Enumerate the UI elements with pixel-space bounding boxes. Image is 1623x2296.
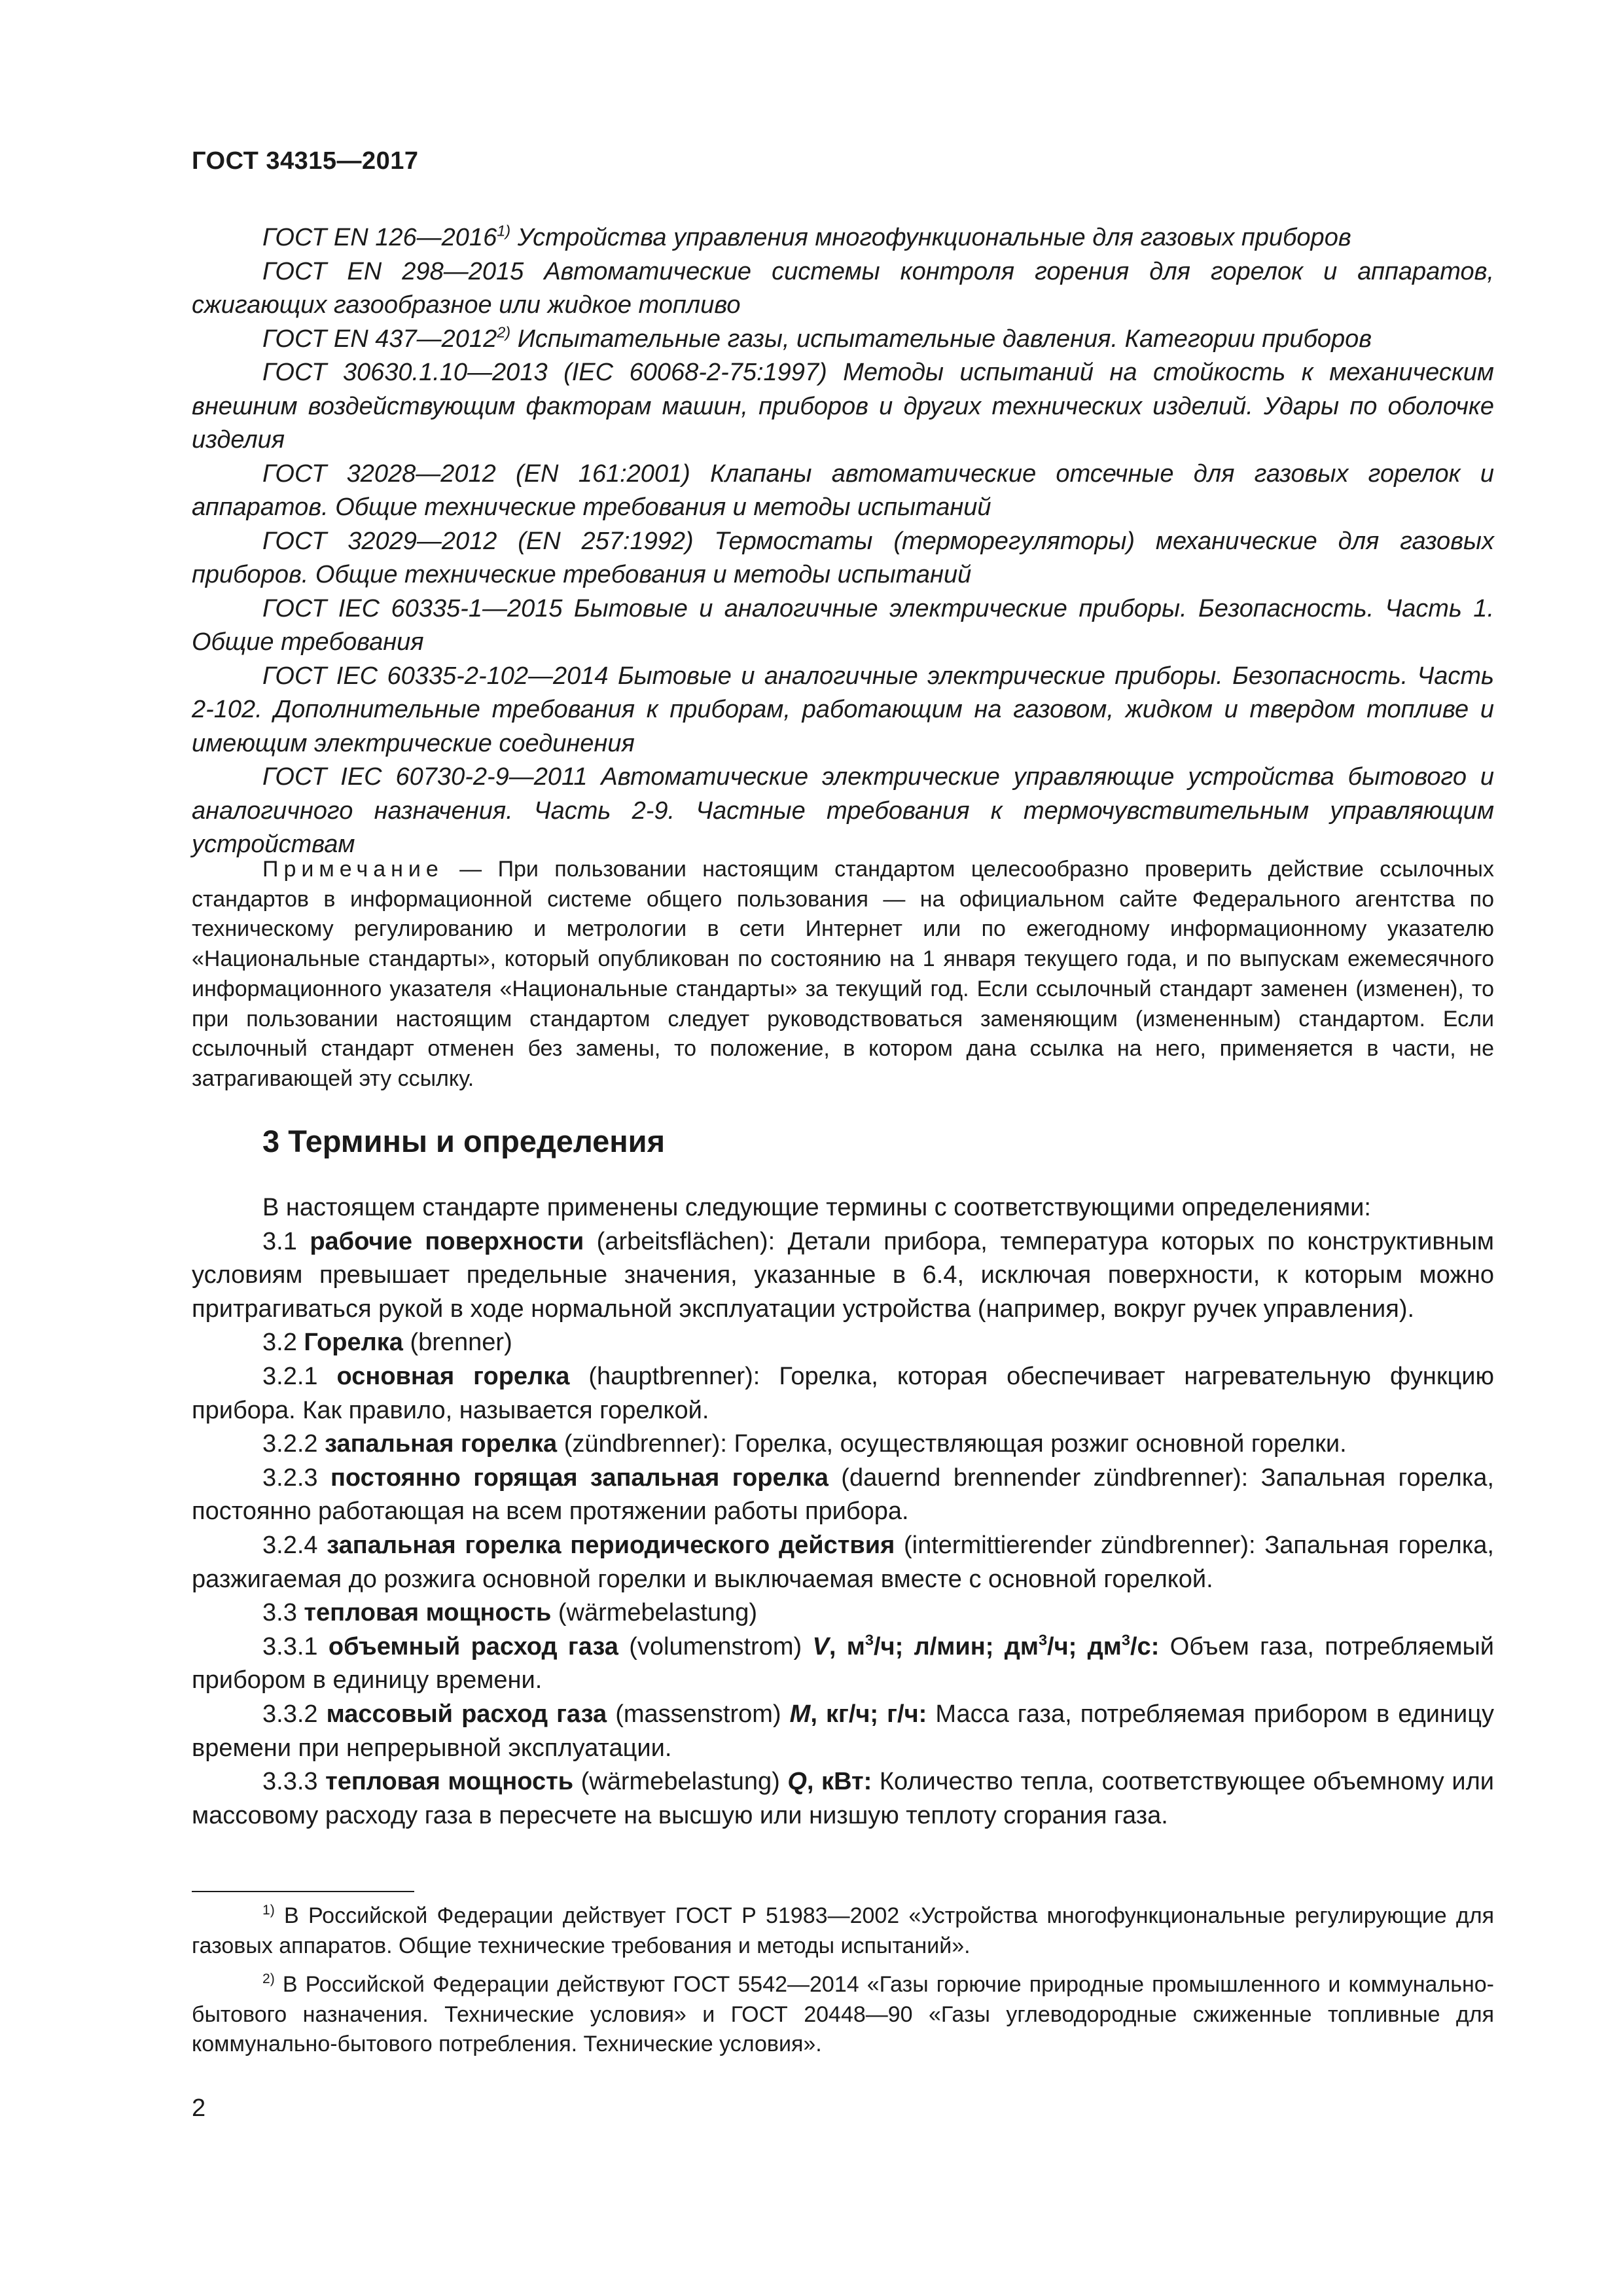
footnote-item: $^{2)}$ В Российской Федерации действуют ГОСТ 5542—2014 «Газы горючие природные промышленного и коммунально-бытового назначения. Технические условия» и ГОСТ 20448—90 «Газы углеводородные сжиженные топливные для коммунально-бытового потребления. Технические условия».: [192, 1971, 1494, 2056]
terms-definitions: [192, 1191, 1494, 1833]
reference-item: ГОСТ EN 437—2012$^{2)}$ Испытательные газы, испытательные давления. Категории приборов: [262, 323, 1372, 353]
term-name: объемный расход газа: [328, 1632, 618, 1660]
term-entry: 3.3.1 объемный расход газа (volumenstrom) V, $м^3/ч$; л/мин; $дм^3/ч$; $дм^3/с$: Объем газа, потребляемый прибором в единицу времени.: [192, 1631, 1495, 1695]
term-entry: 3.3.2 массовый расход газа (massenstrom) M, кг/ч; г/ч: Масса газа, потребляемая прибором в единицу времени при непрерывной эксплуатации.: [192, 1700, 1494, 1762]
term-entry: 3.2.4 запальная горелка периодического действия (intermittierender zündbrenner): Запальная горелка, разжигаемая до розжига основной горелки и выключаемая вместе с основной горелкой.: [192, 1531, 1494, 1593]
term-entry: 3.1 рабочие поверхности (arbeitsflächen): Детали прибора, температура которых по конструктивным условиям превышает предельные значения, указанные в 6.4, исключая поверхности, к которым можно притрагиваться рукой в ходе нормальной эксплуатации устройства (например, вокруг ручек управления).: [192, 1227, 1495, 1323]
term-entry: 3.2.1 основная горелка (hauptbrenner): Горелка, которая обеспечивает нагревательную функцию прибора. Как правило, называется горелкой.: [192, 1362, 1494, 1424]
note-label: Примечание: [262, 857, 444, 882]
term-name: тепловая мощность: [325, 1768, 574, 1796]
term-name: основная горелка: [336, 1362, 570, 1390]
page-number: 2: [192, 2094, 206, 2122]
footnote-item: $^{1)}$ В Российской Федерации действует ГОСТ Р 51983—2002 «Устройства многофункциональные регулирующие для газовых аппаратов. Общие технические требования и методы испытаний».: [192, 1902, 1494, 1958]
term-entry: 3.2.2 запальная горелка (zündbrenner): Горелка, осуществляющая розжиг основной горелки.: [262, 1430, 1347, 1458]
term-entry: 3.3 тепловая мощность (wärmebelastung): [262, 1599, 757, 1627]
normative-references-list: [192, 221, 1494, 862]
reference-item: ГОСТ IEC 60730-2-9—2011 Автоматические электрические управляющие устройства бытового и аналогичного назначения. Часть 2-9. Частные требования к термочувствительным управляющим устройствам: [192, 763, 1494, 858]
term-name: запальная горелка: [325, 1430, 558, 1458]
term-entry: 3.3.3 тепловая мощность (wärmebelastung) Q, кВт: Количество тепла, соответствующее объемному или массовому расходу газа в пересчете на высшую или низшую теплоту сгорания газа.: [192, 1768, 1495, 1829]
reference-item: ГОСТ IEC 60335-2-102—2014 Бытовые и аналогичные электрические приборы. Безопасность. Часть 2-102. Дополнительные требования к приборам, работающим на газовом, жидком и твердом топливе и имеющим электрические соединения: [192, 662, 1494, 757]
term-name: запальная горелка периодического действия: [327, 1531, 895, 1559]
term-symbol: M, кг/ч; г/ч:: [789, 1700, 927, 1728]
term-name: тепловая мощность: [304, 1599, 552, 1627]
term-entry: 3.2 Горелка (brenner): [262, 1329, 512, 1357]
term-name: рабочие поверхности: [310, 1227, 584, 1255]
reference-item: ГОСТ IEC 60335-1—2015 Бытовые и аналогичные электрические приборы. Безопасность. Часть 1. Общие требования: [192, 594, 1494, 656]
footnote-separator: [192, 1891, 414, 1892]
footnote-marker[interactable]: 2): [497, 323, 511, 340]
term-name: массовый расход газа: [326, 1700, 607, 1728]
term-name: Горелка: [304, 1329, 403, 1357]
reference-item: ГОСТ 30630.1.10—2013 (IEC 60068-2-75:1997) Методы испытаний на стойкость к механическим внешним воздействующим факторам машин, приборов и других технических изделий. Удары по оболочке изделия: [192, 359, 1494, 454]
footnote-mark: 2): [262, 1971, 275, 1986]
note-text: При пользовании настоящим стандартом целесообразно проверить действие ссылочных стандартов в информационной системе общего пользования — на официальном сайте Федерального агентства по техническому регулированию и метрологии в сети Интернет или по ежегодному информационному указателю «Национальные стандарты», который опубликован по состоянию на 1 января текущего года, и по выпускам ежемесячного информационного указателя «Национальные стандарты» за текущий год. Если ссылочный стандарт заменен (изменен), то при пользовании настоящим стандартом следует руководствоваться заменяющим (измененным) стандартом. Если ссылочный стандарт отменен без замены, то положение, в котором дана ссылка на него, применяется в части, не затрагивающей эту ссылку.: [192, 857, 1494, 1091]
section-title: 3 Термины и определения: [262, 1124, 665, 1158]
term-symbol: Q, кВт:: [787, 1768, 872, 1796]
footnote-marker[interactable]: 1): [497, 222, 511, 240]
term-entry: 3.2.3 постоянно горящая запальная горелка (dauernd brennender zündbrenner): Запальная горелка, постоянно работающая на всем протяжении работы прибора.: [192, 1463, 1494, 1526]
reference-item: ГОСТ EN 126—2016$^{1)}$ Устройства управления многофункциональные для газовых приборов: [262, 222, 1351, 251]
reference-item: ГОСТ 32029—2012 (EN 257:1992) Термостаты (терморегуляторы) механические для газовых приборов. Общие технические требования и методы испытаний: [192, 527, 1494, 588]
note-block: Примечание — При пользовании настоящим стандартом целесообразно проверить действие ссылочных стандартов в информационной системе общего пользования — на официальном сайте Федерального агентства по техническому регулированию и метрологии в сети Интернет или по ежегодному информационному указателю «Национальные стандарты», который опубликован по состоянию на 1 января текущего года, и по выпускам ежемесячного информационного указателя «Национальные стандарты» за текущий год. Если ссылочный стандарт заменен (изменен), то при пользовании настоящим стандартом следует руководствоваться заменяющим (измененным) стандартом. Если ссылочный стандарт отменен без замены, то положение, в котором дана ссылка на него, применяется в части, не затрагивающей эту ссылку.: [192, 857, 1494, 1091]
term-name: постоянно горящая запальная горелка: [330, 1463, 829, 1492]
term-symbol: V, $м^3/ч$; л/мин; $дм^3/ч$; $дм^3/с$:: [812, 1631, 1160, 1660]
reference-item: ГОСТ EN 298—2015 Автоматические системы контроля горения для горелок и аппаратов, сжигающих газообразное или жидкое топливо: [192, 257, 1494, 319]
footnotes: [192, 1901, 1494, 2069]
document-number-header: ГОСТ 34315—2017: [192, 147, 419, 175]
terms-intro: В настоящем стандарте применены следующие термины с соответствующими определениями:: [262, 1194, 1371, 1221]
footnote-mark: 1): [262, 1902, 275, 1918]
reference-item: ГОСТ 32028—2012 (EN 161:2001) Клапаны автоматические отсечные для газовых горелок и аппаратов. Общие технические требования и методы испытаний: [192, 459, 1494, 521]
